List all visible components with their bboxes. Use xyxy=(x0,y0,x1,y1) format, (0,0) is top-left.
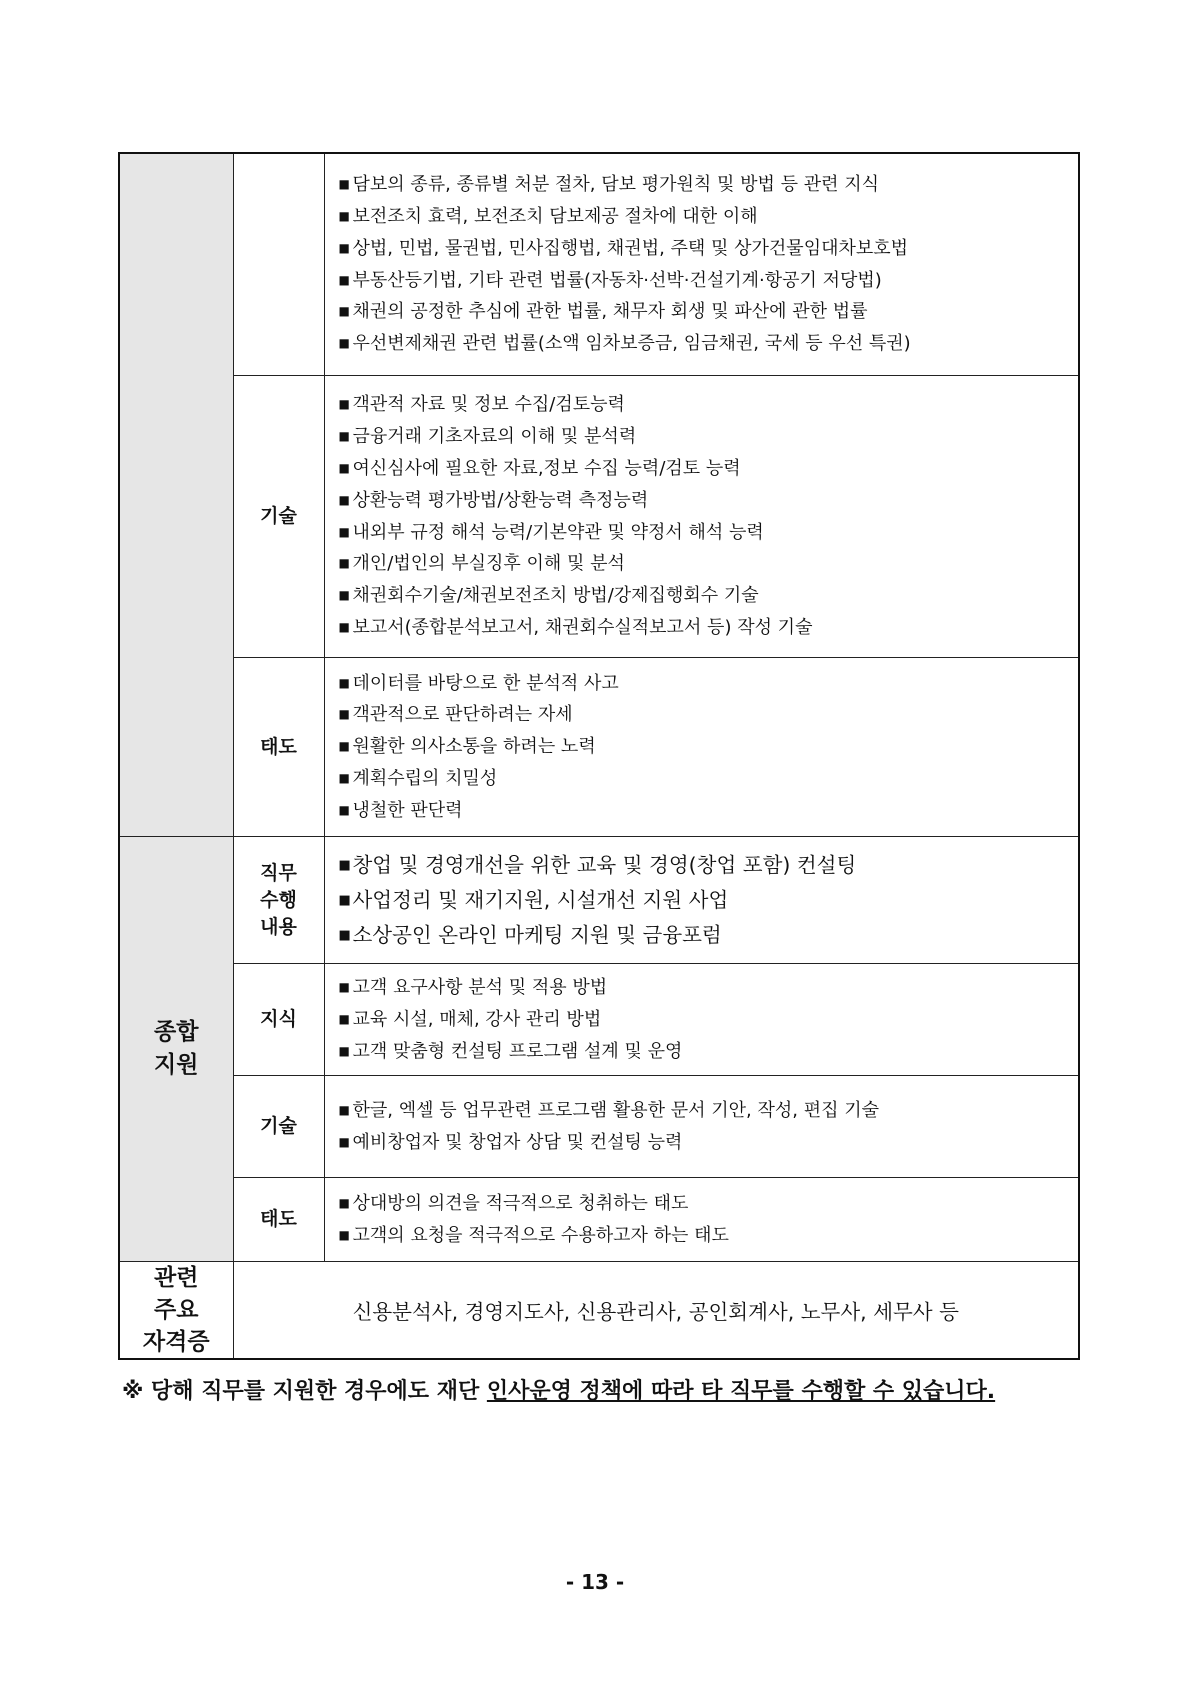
skill-cell-general xyxy=(324,1076,1079,1178)
list-item xyxy=(339,201,1079,233)
list-item-text: 고객 요구사항 분석 및 적용 방법 xyxy=(352,977,608,998)
list-item-text: 교육 시설, 매체, 강사 관리 방법 xyxy=(352,1008,602,1030)
bullet-square-icon: ■ xyxy=(338,1227,350,1242)
list-item xyxy=(339,1095,1079,1127)
list-item xyxy=(339,1188,1079,1220)
bullet-square-icon: ■ xyxy=(338,1043,350,1058)
list-item xyxy=(339,485,1079,517)
row-knowledge-general xyxy=(119,964,1079,1076)
section-label-general-support xyxy=(119,837,233,1262)
list-item xyxy=(339,328,1079,360)
duties-label xyxy=(233,837,324,964)
bullet-square-icon: ■ xyxy=(338,927,351,943)
attitude-list-general xyxy=(339,1188,1079,1252)
list-item xyxy=(339,1220,1079,1252)
row-attitude-top xyxy=(119,658,1079,837)
bullet-square-icon: ■ xyxy=(338,857,351,873)
list-item xyxy=(339,1127,1079,1159)
bullet-square-icon: ■ xyxy=(338,460,350,475)
list-item xyxy=(339,265,1079,297)
policy-note-underlined: 인사운영 정책에 따라 타 직무를 수행할 수 있습니다. xyxy=(486,1379,996,1404)
list-item-text: 내외부 규정 해석 능력/기본약관 및 약정서 해석 능력 xyxy=(352,521,764,543)
bullet-square-icon: ■ xyxy=(338,429,350,444)
certifications-label-line2: 주요 xyxy=(154,1297,199,1324)
bullet-square-icon: ■ xyxy=(338,802,350,817)
list-item-text: 객관적 자료 및 정보 수집/검토능력 xyxy=(352,394,625,416)
list-item xyxy=(339,517,1079,549)
list-item-text: 데이터를 바탕으로 한 분석적 사고 xyxy=(352,672,619,694)
bullet-square-icon: ■ xyxy=(338,272,350,287)
list-item-text: 계획수립의 치밀성 xyxy=(352,767,498,789)
list-item-text: 소상공인 온라인 마케팅 지원 및 금융포럼 xyxy=(352,922,722,947)
list-item-text: 고객 맞춤형 컨설팅 프로그램 설계 및 운영 xyxy=(352,1040,683,1062)
list-item-text: 창업 및 경영개선을 위한 교육 및 경영(창업 포함) 컨설팅 xyxy=(352,852,857,877)
list-item-text: 상환능력 평가방법/상환능력 측정능력 xyxy=(352,489,649,511)
list-item xyxy=(339,972,1079,1004)
attitude-cell-top xyxy=(324,658,1079,837)
list-item xyxy=(339,233,1079,265)
knowledge-list-general xyxy=(339,972,1079,1067)
row-duties xyxy=(119,837,1079,964)
attitude-label-general: 태도 xyxy=(233,1178,324,1262)
certifications-label-line1: 관련 xyxy=(154,1265,199,1292)
list-item-text: 한글, 엑셀 등 업무관련 프로그램 활용한 문서 기안, 작성, 편집 기술 xyxy=(352,1100,879,1122)
list-item-text: 담보의 종류, 종류별 처분 절차, 담보 평가원칙 및 방법 등 관련 지식 xyxy=(352,174,879,196)
list-item xyxy=(339,731,1079,763)
list-item-text: 예비창업자 및 창업자 상담 및 컨설팅 능력 xyxy=(352,1131,683,1153)
certifications-label-line3: 자격증 xyxy=(142,1329,210,1356)
list-item xyxy=(339,699,1079,731)
general-support-label-line2: 지원 xyxy=(154,1052,199,1079)
knowledge-label-general: 지식 xyxy=(233,964,324,1076)
general-support-label-line1: 종합 xyxy=(154,1019,199,1046)
bullet-square-icon: ■ xyxy=(338,208,350,223)
bullet-square-icon: ■ xyxy=(338,1011,350,1026)
list-item xyxy=(339,548,1079,580)
list-item xyxy=(339,883,1079,918)
bullet-square-icon: ■ xyxy=(338,1196,350,1211)
bullet-square-icon: ■ xyxy=(338,492,350,507)
bullet-square-icon: ■ xyxy=(338,675,350,690)
list-item-text: 개인/법인의 부실징후 이해 및 분석 xyxy=(352,553,625,575)
list-item xyxy=(339,1004,1079,1036)
duties-list xyxy=(339,848,1079,953)
policy-note xyxy=(122,1374,995,1405)
bullet-square-icon: ■ xyxy=(338,556,350,571)
skill-cell-top xyxy=(324,376,1079,658)
list-item-text: 채권의 공정한 추심에 관한 법률, 채무자 회생 및 파산에 관한 법률 xyxy=(352,301,868,323)
list-item xyxy=(339,612,1079,644)
bullet-square-icon: ■ xyxy=(338,892,351,908)
list-item-text: 사업정리 및 재기지원, 시설개선 지원 사업 xyxy=(352,887,729,912)
knowledge-cell-top xyxy=(324,153,1079,376)
duties-label-line3: 내용 xyxy=(260,915,297,938)
attitude-cell-general xyxy=(324,1178,1079,1262)
list-item-text: 보전조치 효력, 보전조치 담보제공 절차에 대한 이해 xyxy=(352,205,758,227)
list-item xyxy=(339,1036,1079,1068)
list-item-text: 객관적으로 판단하려는 자세 xyxy=(352,704,573,726)
list-item xyxy=(339,848,1079,883)
list-item xyxy=(339,763,1079,795)
list-item-text: 보고서(종합분석보고서, 채권회수실적보고서 등) 작성 기술 xyxy=(352,616,813,638)
bullet-square-icon: ■ xyxy=(338,770,350,785)
bullet-square-icon: ■ xyxy=(338,619,350,634)
duties-label-line1: 직무 xyxy=(260,861,297,884)
list-item-text: 채권회수기술/채권보전조치 방법/강제집행회수 기술 xyxy=(352,585,759,607)
list-item-text: 여신심사에 필요한 자료,정보 수집 능력/검토 능력 xyxy=(352,457,741,479)
bullet-square-icon: ■ xyxy=(338,1134,350,1149)
section-label-top-empty xyxy=(119,153,233,837)
row-attitude-general xyxy=(119,1178,1079,1262)
bullet-square-icon: ■ xyxy=(338,240,350,255)
list-item-text: 냉철한 판단력 xyxy=(352,799,463,821)
list-item xyxy=(339,421,1079,453)
list-item-text: 부동산등기법, 기타 관련 법률(자동차·선박·건설기계·항공기 저당법) xyxy=(352,269,882,291)
competency-table-container xyxy=(118,152,1080,1360)
row-skill-general xyxy=(119,1076,1079,1178)
bullet-square-icon: ■ xyxy=(338,397,350,412)
list-item xyxy=(339,296,1079,328)
skill-list-general xyxy=(339,1095,1079,1159)
knowledge-cell-general xyxy=(324,964,1079,1076)
policy-note-prefix: ※ 당해 직무를 지원한 경우에도 재단 xyxy=(122,1379,487,1404)
list-item xyxy=(339,795,1079,827)
bullet-square-icon: ■ xyxy=(338,980,350,994)
subsection-label-empty xyxy=(233,153,324,376)
certifications-value: 신용분석사, 경영지도사, 신용관리사, 공인회계사, 노무사, 세무사 등 xyxy=(233,1262,1079,1360)
bullet-square-icon: ■ xyxy=(338,336,350,351)
row-skill-top xyxy=(119,376,1079,658)
page-number: - 13 - xyxy=(565,1570,625,1594)
skill-list-top xyxy=(339,389,1079,643)
list-item-text: 상대방의 의견을 적극적으로 청취하는 태도 xyxy=(352,1193,689,1215)
list-item-text: 우선변제채권 관련 법률(소액 임차보증금, 임금채권, 국세 등 우선 특권) xyxy=(352,333,911,355)
knowledge-list-top xyxy=(339,169,1079,360)
list-item xyxy=(339,668,1079,700)
bullet-square-icon: ■ xyxy=(338,1103,350,1118)
duties-label-line2: 수행 xyxy=(260,888,297,911)
bullet-square-icon: ■ xyxy=(338,304,350,319)
list-item xyxy=(339,389,1079,421)
bullet-square-icon: ■ xyxy=(338,177,350,192)
row-knowledge-top xyxy=(119,153,1079,376)
bullet-square-icon: ■ xyxy=(338,707,350,722)
attitude-label-top: 태도 xyxy=(233,658,324,837)
attitude-list-top xyxy=(339,668,1079,827)
list-item-text: 고객의 요청을 적극적으로 수용하고자 하는 태도 xyxy=(352,1224,729,1246)
bullet-square-icon: ■ xyxy=(338,739,350,754)
list-item-text: 금융거래 기초자료의 이해 및 분석력 xyxy=(352,426,637,448)
competency-table xyxy=(118,152,1080,1360)
list-item xyxy=(339,918,1079,953)
bullet-square-icon: ■ xyxy=(338,524,350,539)
list-item xyxy=(339,580,1079,612)
certifications-label xyxy=(119,1262,233,1360)
row-certifications xyxy=(119,1262,1079,1360)
bullet-square-icon: ■ xyxy=(338,588,350,603)
list-item xyxy=(339,169,1079,201)
duties-cell xyxy=(324,837,1079,964)
list-item-text: 원활한 의사소통을 하려는 노력 xyxy=(352,736,596,758)
skill-label-general: 기술 xyxy=(233,1076,324,1178)
skill-label-top: 기술 xyxy=(233,376,324,658)
list-item xyxy=(339,453,1079,485)
list-item-text: 상법, 민법, 물권법, 민사집행법, 채권법, 주택 및 상가건물임대차보호법 xyxy=(352,237,909,259)
